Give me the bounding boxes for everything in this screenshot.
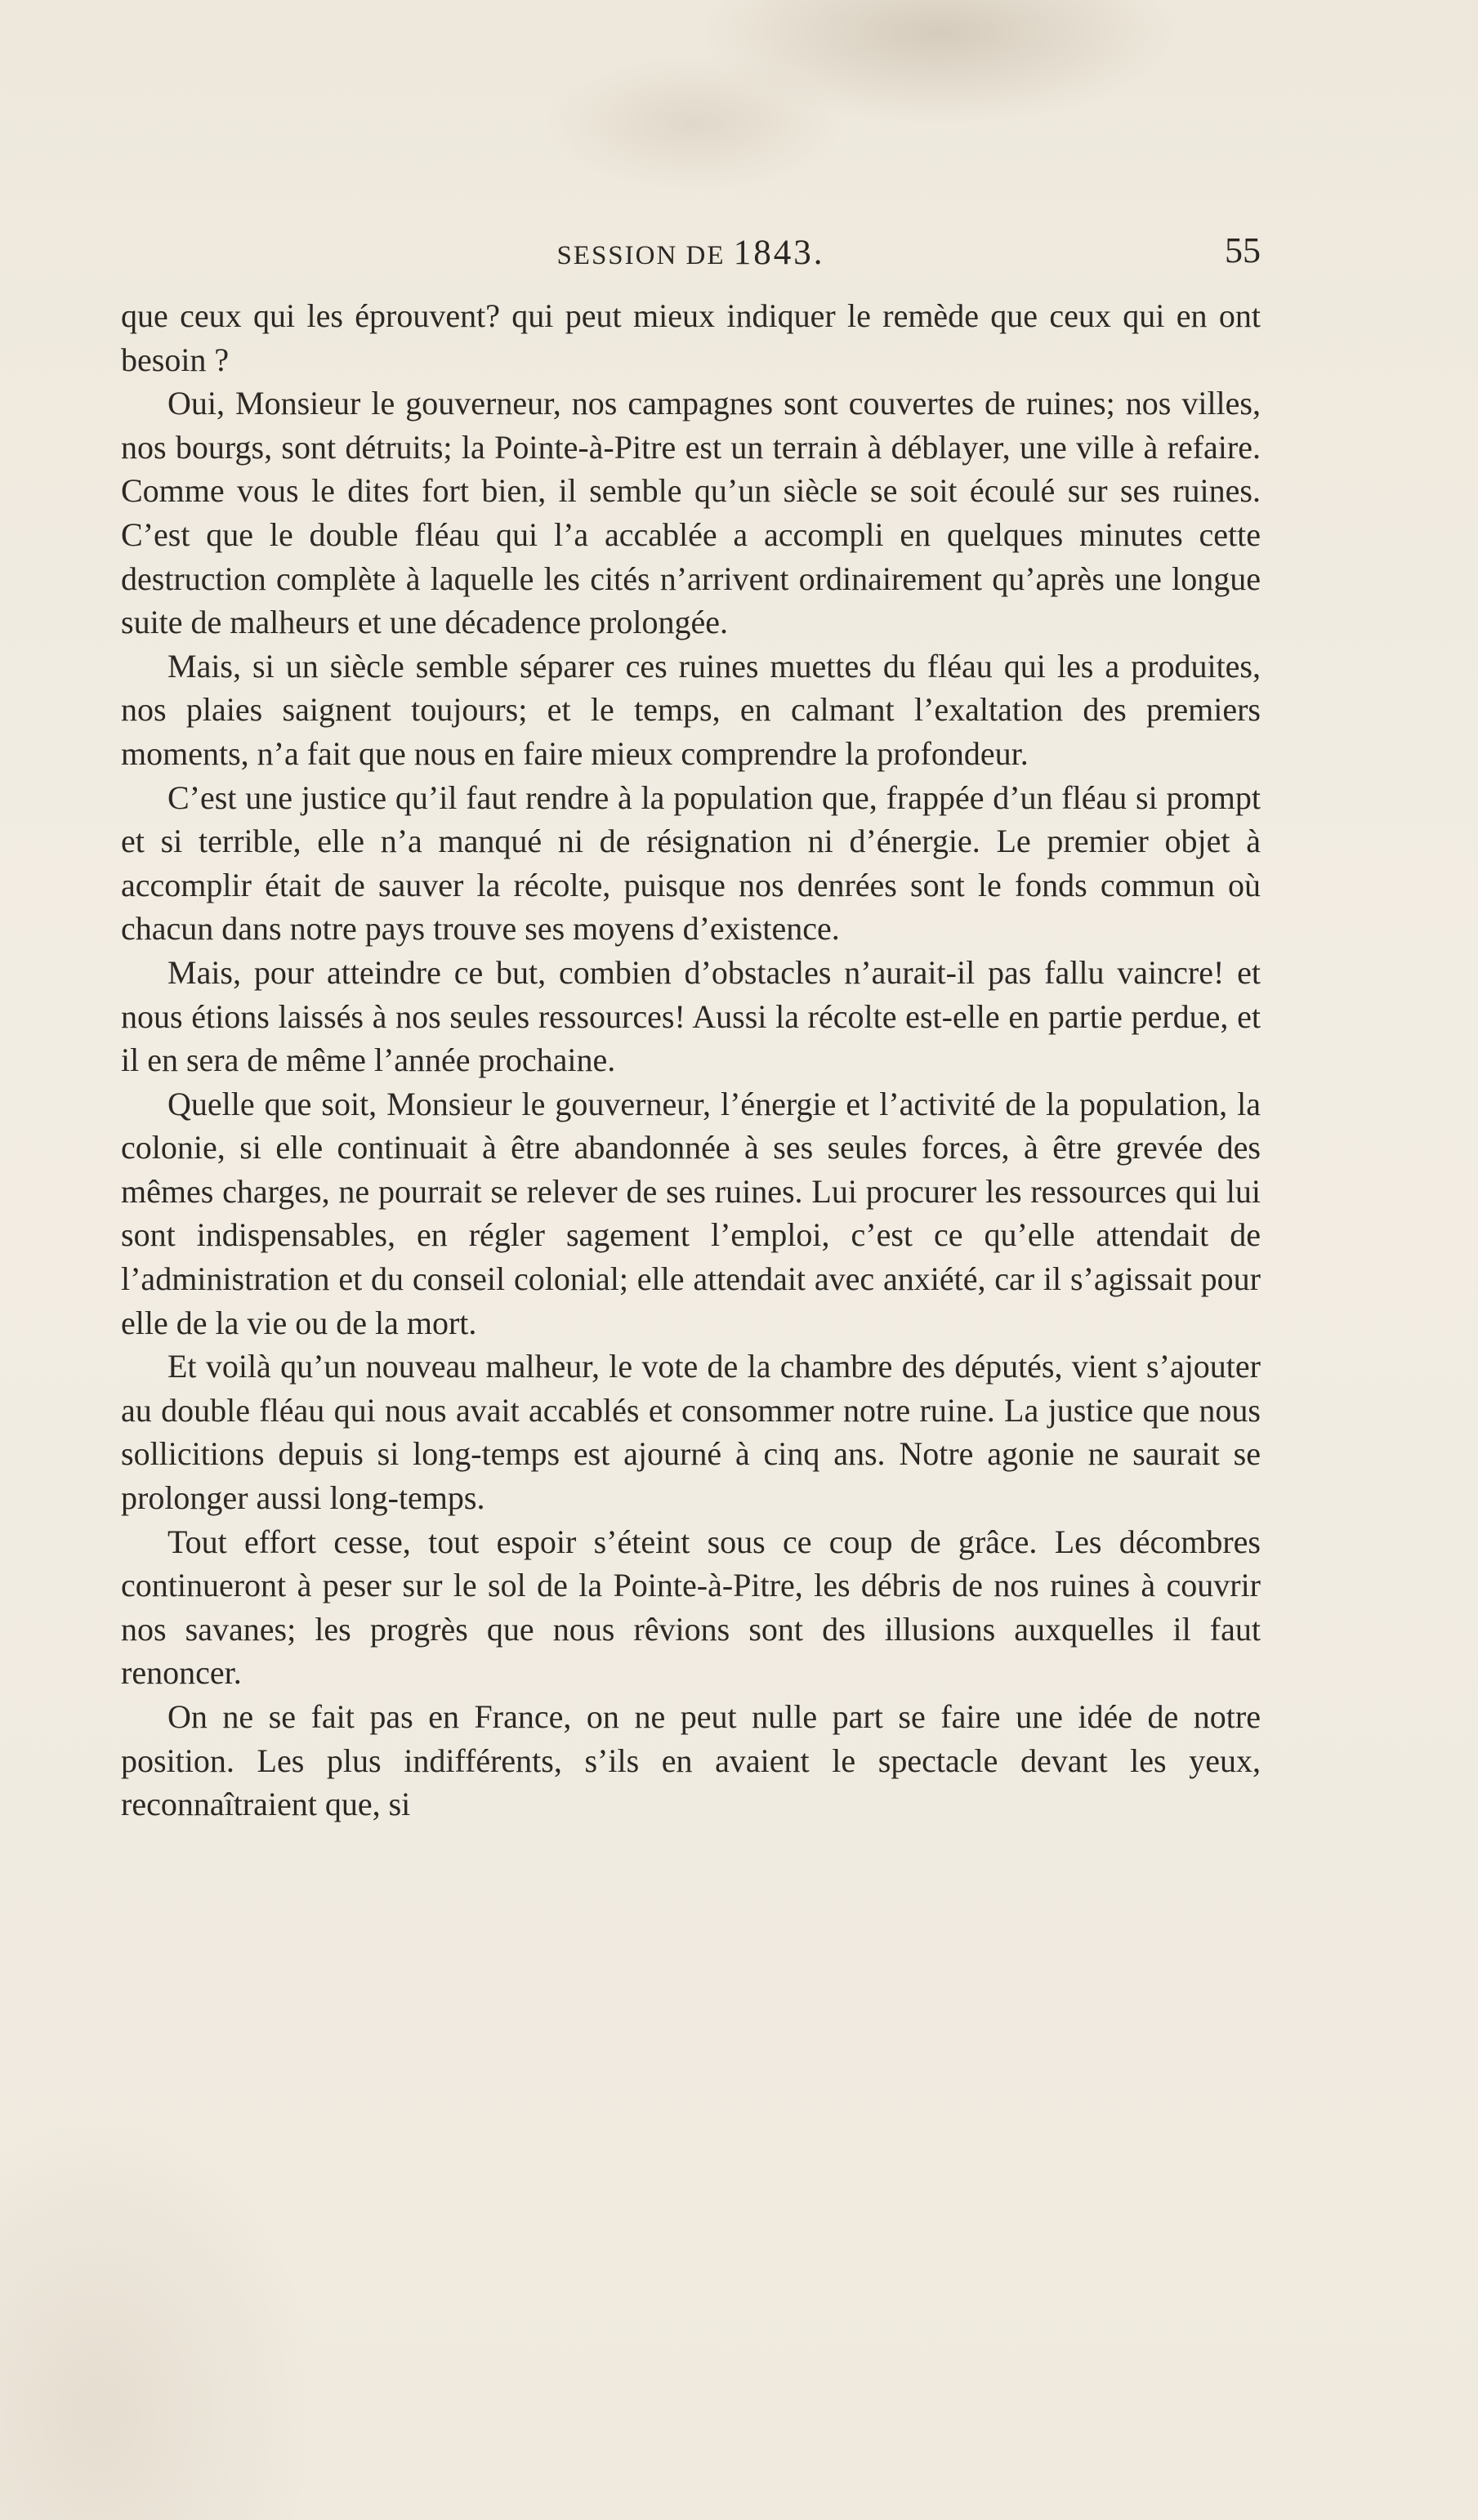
paragraph-1: que ceux qui les éprouvent? qui peut mieux indiquer le remède que ceux qui en ont besoin ? <box>121 297 1261 378</box>
paragraph-3: Mais, si un siècle semble séparer ces ruines muettes du fléau qui les a produites, nos plaies saignent toujours; et le temps, en calmant l’exaltation des premiers moments, n’a fait que nous en faire mieux comprendre la profondeur. <box>121 647 1261 772</box>
paragraph-4: C’est une justice qu’il faut rendre à la population que, frappée d’un fléau si prompt et si terrible, elle n’a manqué ni de résignation ni d’énergie. Le premier objet à accomplir était de sauver la récolte, puisque nos denrées sont le fonds commun où chacun dans notre pays trouve ses moyens d’existence. <box>121 778 1261 948</box>
running-title-year: 1843. <box>733 234 825 272</box>
body-text <box>121 294 1261 1826</box>
paragraph-2: Oui, Monsieur le gouverneur, nos campagnes sont couvertes de ruines; nos villes, nos bourgs, sont détruits; la Pointe-à-Pitre est un terrain à déblayer, une ville à refaire. Comme vous le dites fort bien, il semble qu’un siècle se soit écoulé sur ses ruines. C’est que le double fléau qui l’a accablée a accompli en quelques minutes cette destruction complète à laquelle les cités n’arrivent ordinairement qu’après une longue suite de malheurs et une décadence prolongée. <box>121 385 1261 641</box>
page-number: 55 <box>1225 230 1261 270</box>
paragraph-9: On ne se fait pas en France, on ne peut nulle part se faire une idée de notre position. Les plus indifférents, s’ils en avaient le spectacle devant les yeux, reconnaîtraient que, si <box>121 1698 1261 1823</box>
running-title <box>121 233 1261 273</box>
paragraph-5: Mais, pour atteindre ce but, combien d’obstacles n’aurait-il pas fallu vaincre! et nous étions laissés à nos seules ressources! Aussi la récolte est-elle en partie perdue, et il en sera de même l’année prochaine. <box>121 953 1261 1079</box>
running-title-label: SESSION DE <box>556 241 726 270</box>
page-header <box>121 230 1261 282</box>
paragraph-8: Tout effort cesse, tout espoir s’éteint sous ce coup de grâce. Les décombres continueront à peser sur le sol de la Pointe-à-Pitre, les débris de nos ruines à couvrir nos savanes; les progrès que nous rêvions sont des illusions auxquelles il faut renoncer. <box>121 1523 1261 1692</box>
paragraph-7: Et voilà qu’un nouveau malheur, le vote de la chambre des députés, vient s’ajouter au double fléau qui nous avait accablés et consommer notre ruine. La justice que nous sollicitions depuis si long-temps est ajourné à cinq ans. Notre agonie ne saurait se prolonger aussi long-temps. <box>121 1348 1261 1517</box>
paragraph-6: Quelle que soit, Monsieur le gouverneur, l’énergie et l’activité de la population, la colonie, si elle continuait à être abandonnée à ses seules forces, à être grevée des mêmes charges, ne pourrait se relever de ses ruines. Lui procurer les ressources qui lui sont indispensables, en régler sagement l’emploi, c’est ce qu’elle attendait de l’administration et du conseil colonial; elle attendait avec anxiété, car il s’agissait pour elle de la vie ou de la mort. <box>121 1085 1261 1341</box>
